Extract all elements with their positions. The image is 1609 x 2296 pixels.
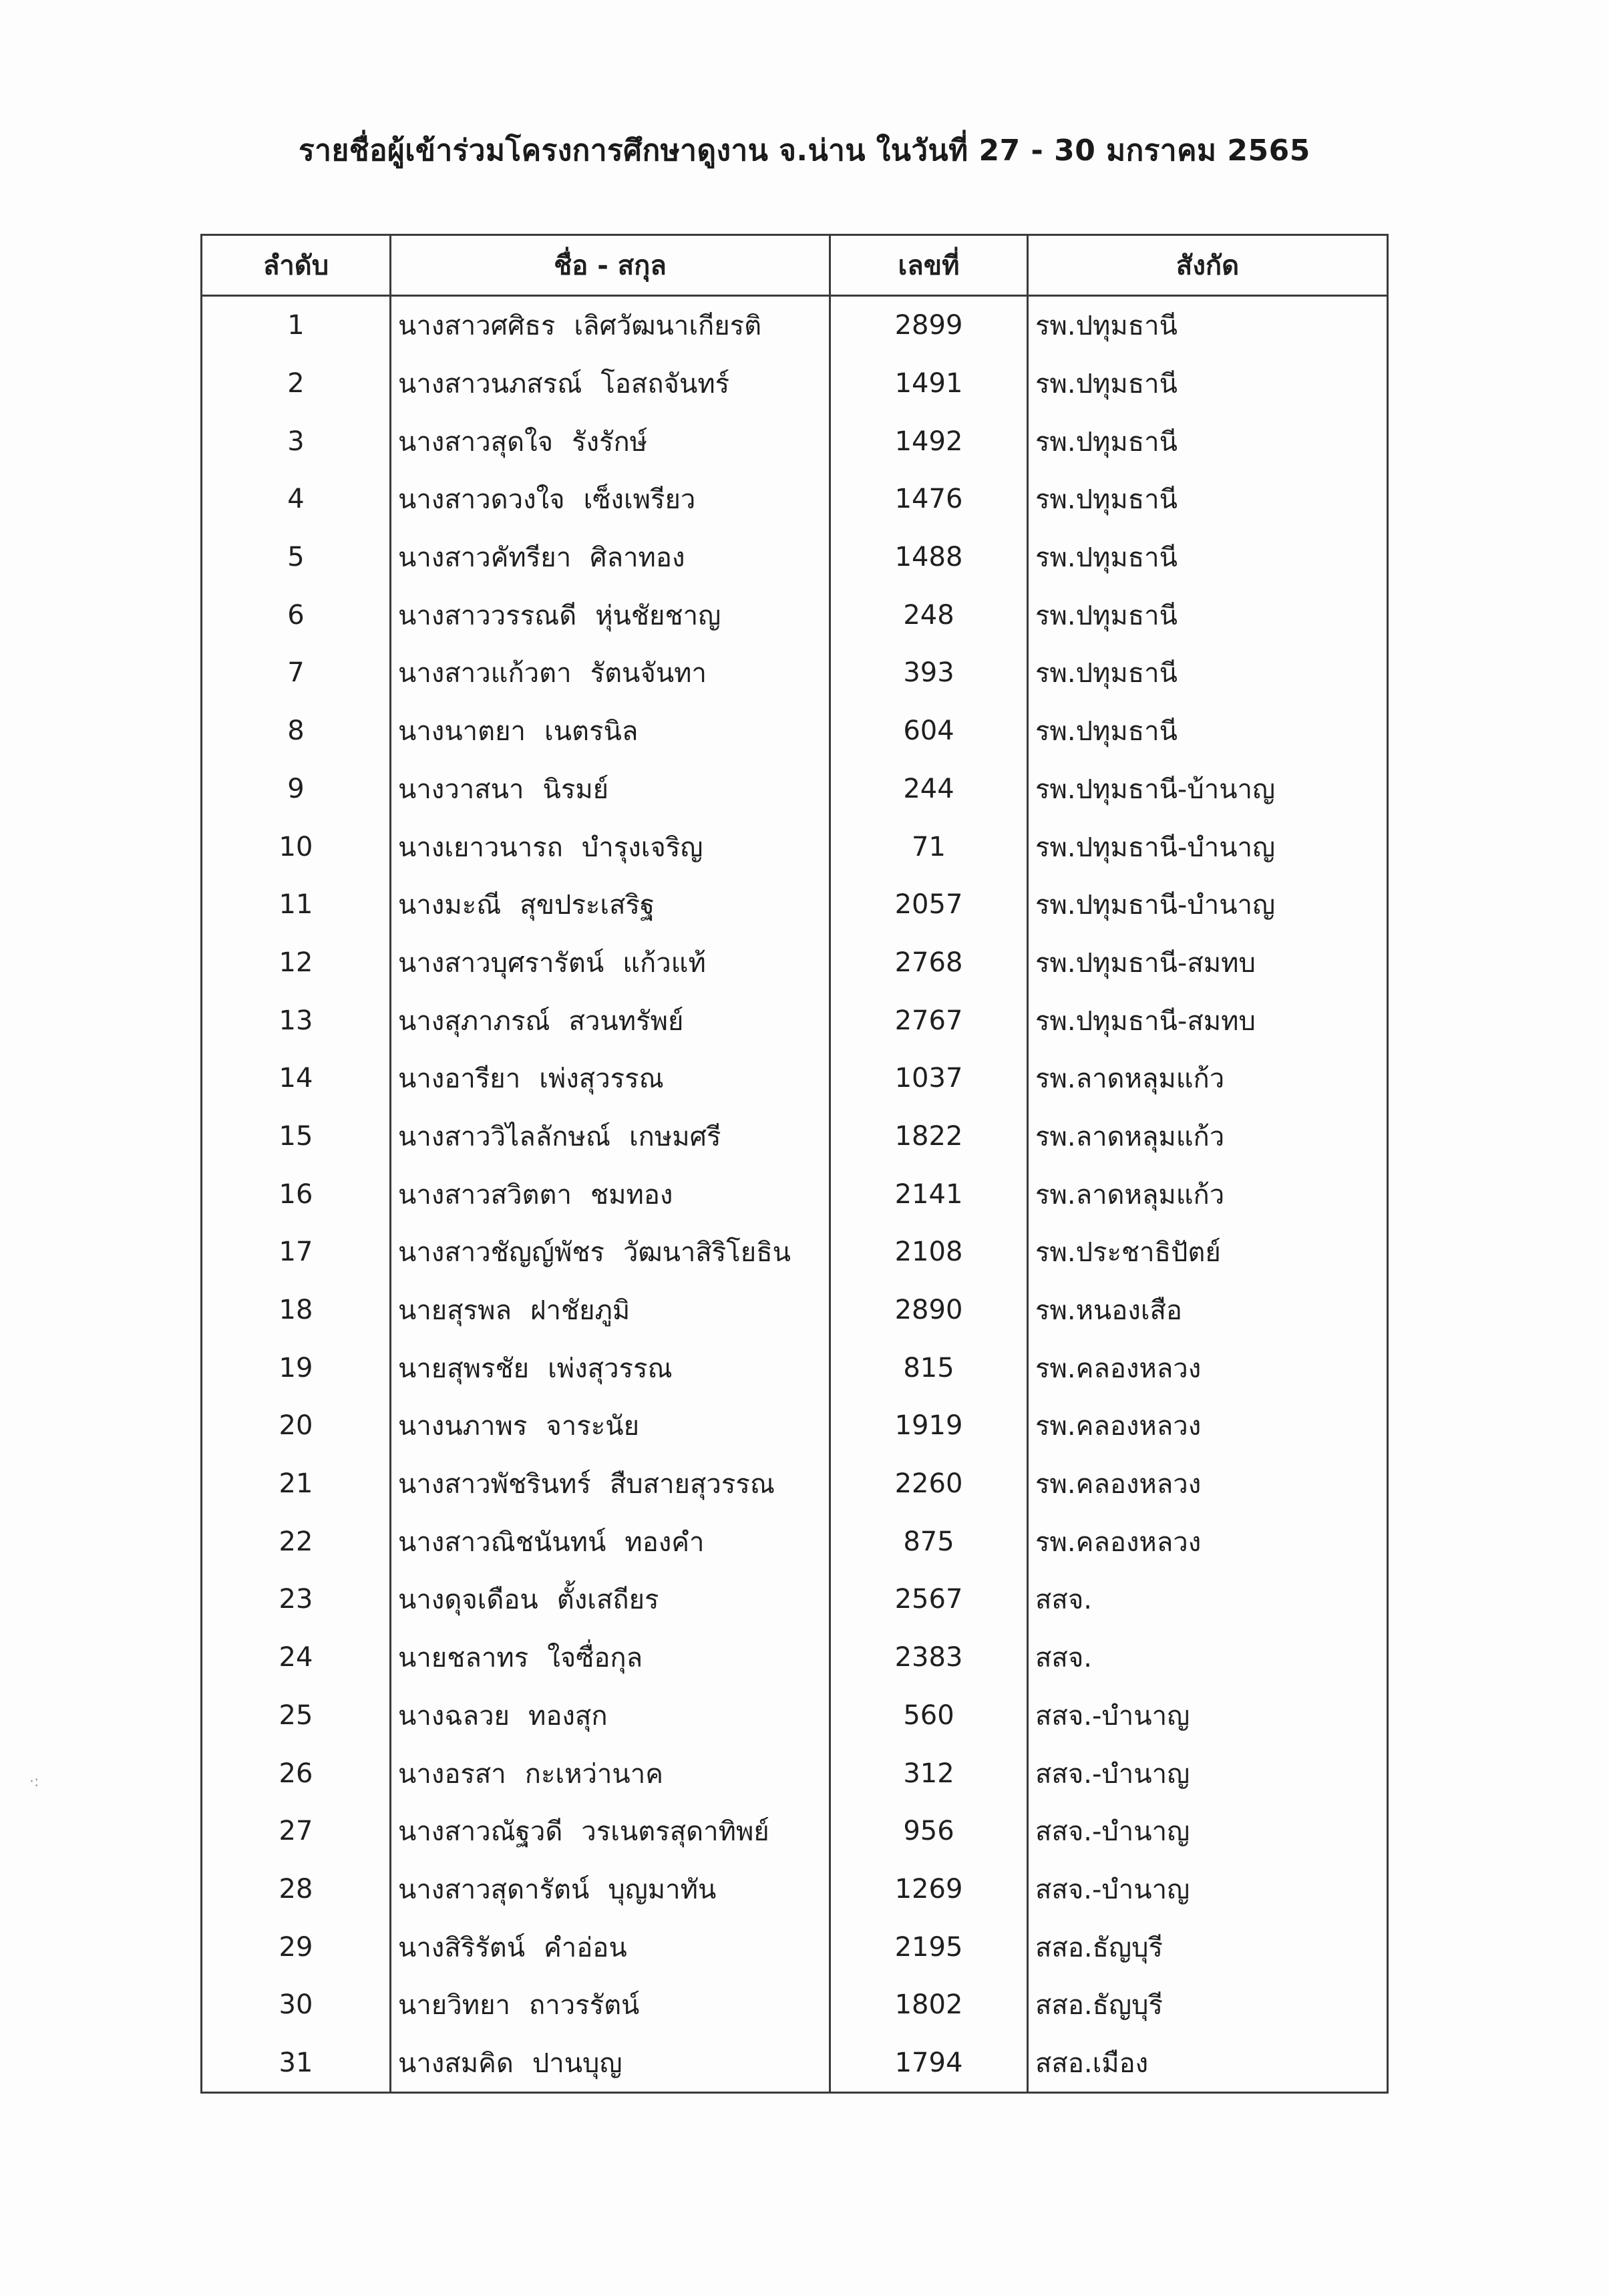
first-name: นางสาวนภสรณ์ [398,369,582,400]
first-name: นางนาตยา [398,716,526,748]
first-name: นางดุจเดือน [398,1585,538,1616]
first-name: นางสาวบุศรารัตน์ [398,947,604,979]
affiliation: รพ.ปทุมธานี [1028,702,1388,760]
affiliation: รพ.ประชาธิปัตย์ [1028,1223,1388,1281]
last-name: เนตรนิล [544,716,639,748]
row-number: 25 [202,1687,391,1745]
person-name [391,1108,830,1166]
row-number: 1 [202,296,391,355]
table-row [202,528,1388,587]
first-name: นายชลาทร [398,1643,529,1674]
row-number: 3 [202,412,391,470]
row-number: 17 [202,1223,391,1281]
person-name [391,355,830,413]
person-name [391,1512,830,1571]
last-name: ชมทอง [590,1179,673,1210]
table-row [202,934,1388,992]
first-name: นางสาวชัญญ์พัชร [398,1237,604,1269]
person-name [391,2034,830,2093]
last-name: ทองคำ [624,1526,705,1558]
first-name: นางสาวสุดารัตน์ [398,1874,590,1905]
row-number: 12 [202,934,391,992]
first-name: นางสาวศศิธร [398,311,556,342]
row-number: 18 [202,1281,391,1339]
member-id: 1822 [830,1108,1028,1166]
person-name [391,991,830,1049]
person-name [391,1976,830,2034]
last-name: เกษมศรี [629,1121,721,1152]
member-id: 1492 [830,412,1028,470]
affiliation: รพ.ปทุมธานี [1028,586,1388,644]
row-number: 13 [202,991,391,1049]
table-row [202,818,1388,876]
table-row [202,586,1388,644]
table-row [202,1339,1388,1397]
first-name: นางอารียา [398,1063,521,1095]
first-name: นายสุรพล [398,1295,512,1327]
first-name: นางวาสนา [398,774,524,805]
affiliation: รพ.หนองเสือ [1028,1281,1388,1339]
first-name: นางสาววรรณดี [398,600,577,631]
member-id: 560 [830,1687,1028,1745]
member-id: 2057 [830,876,1028,934]
row-number: 29 [202,1918,391,1976]
person-name [391,1802,830,1860]
last-name: เซ็งเพรียว [583,484,696,516]
affiliation: สสจ.-บำนาญ [1028,1802,1388,1860]
table-body [202,296,1388,2093]
member-id: 2141 [830,1165,1028,1223]
row-number: 7 [202,644,391,702]
table-row [202,1455,1388,1513]
person-name [391,1918,830,1976]
header-no: ลำดับ [202,235,391,296]
document-title: รายชื่อผู้เข้าร่วมโครงการศึกษาดูงาน จ.น่าน ในวันที่ 27 - 30 มกราคม 2565 [299,134,1310,168]
row-number: 23 [202,1571,391,1629]
table-row [202,412,1388,470]
last-name: เลิศวัฒนาเกียรติ [574,311,762,342]
first-name: นางสาวสวิตตา [398,1179,572,1210]
first-name: นางสิริรัตน์ [398,1932,526,1963]
row-number: 2 [202,355,391,413]
member-id: 2768 [830,934,1028,992]
person-name [391,470,830,528]
row-number: 20 [202,1397,391,1455]
table-row [202,1397,1388,1455]
table-row [202,1281,1388,1339]
member-id: 1476 [830,470,1028,528]
person-name [391,1281,830,1339]
last-name: วรเนตรสุดาทิพย์ [581,1816,769,1848]
row-number: 11 [202,876,391,934]
first-name: นางฉลวย [398,1700,510,1732]
affiliation: รพ.ปทุมธานี-บ้านาญ [1028,760,1388,818]
first-name: นางเยาวนารถ [398,832,563,863]
row-number: 26 [202,1744,391,1802]
first-name: นางสาวณิชนันทน์ [398,1526,606,1558]
first-name: นางสาวพัชรินทร์ [398,1469,591,1500]
row-number: 21 [202,1455,391,1513]
table-row [202,355,1388,413]
affiliation: รพ.ลาดหลุมแก้ว [1028,1108,1388,1166]
member-id: 2890 [830,1281,1028,1339]
affiliation: รพ.ปทุมธานี [1028,644,1388,702]
row-number: 6 [202,586,391,644]
affiliation: รพ.คลองหลวง [1028,1397,1388,1455]
member-id: 1794 [830,2034,1028,2093]
table-row [202,644,1388,702]
member-id: 604 [830,702,1028,760]
member-id: 875 [830,1512,1028,1571]
last-name: สวนทรัพย์ [568,1005,684,1037]
person-name [391,1397,830,1455]
last-name: สืบสายสุวรรณ [609,1469,775,1500]
last-name: ทองสุก [528,1700,608,1732]
member-id: 815 [830,1339,1028,1397]
row-number: 14 [202,1049,391,1108]
last-name: ฝาชัยภูมิ [530,1295,631,1327]
person-name [391,818,830,876]
last-name: เพ่งสุวรรณ [548,1353,673,1384]
affiliation: รพ.ปทุมธานี-บำนาญ [1028,818,1388,876]
person-name [391,1629,830,1687]
person-name [391,296,830,355]
row-number: 24 [202,1629,391,1687]
member-id: 2383 [830,1629,1028,1687]
person-name [391,644,830,702]
affiliation: รพ.ปทุมธานี [1028,470,1388,528]
member-id: 312 [830,1744,1028,1802]
person-name [391,1165,830,1223]
person-name [391,934,830,992]
header-name: ชื่อ - สกุล [391,235,830,296]
affiliation: รพ.ลาดหลุมแก้ว [1028,1165,1388,1223]
table-row [202,1571,1388,1629]
last-name: หุ่นชัยชาญ [595,600,721,631]
person-name [391,1049,830,1108]
row-number: 8 [202,702,391,760]
member-id: 1037 [830,1049,1028,1108]
last-name: บุญมาทัน [608,1874,717,1905]
member-id: 71 [830,818,1028,876]
member-id: 393 [830,644,1028,702]
last-name: โอสถจันทร์ [600,369,730,400]
member-id: 248 [830,586,1028,644]
affiliation: สสจ.-บำนาญ [1028,1860,1388,1919]
table-row [202,876,1388,934]
affiliation: รพ.ปทุมธานี-บำนาญ [1028,876,1388,934]
member-id: 1491 [830,355,1028,413]
row-number: 5 [202,528,391,587]
person-name [391,1687,830,1745]
table-row [202,1165,1388,1223]
table-row [202,1918,1388,1976]
row-number: 28 [202,1860,391,1919]
row-number: 10 [202,818,391,876]
affiliation: สสจ. [1028,1571,1388,1629]
table-row [202,1860,1388,1919]
first-name: นายสุพรชัย [398,1353,530,1384]
table-row [202,702,1388,760]
table-row [202,1744,1388,1802]
affiliation: รพ.ปทุมธานี [1028,296,1388,355]
last-name: ถาวรรัตน์ [528,1990,640,2021]
last-name: เพ่งสุวรรณ [539,1063,664,1095]
last-name: แก้วแท้ [622,947,706,979]
affiliation: สสอ.ธัญบุรี [1028,1918,1388,1976]
last-name: กะเหว่านาค [524,1758,663,1790]
member-id: 1919 [830,1397,1028,1455]
member-id: 2567 [830,1571,1028,1629]
table-row [202,470,1388,528]
first-name: นางสาวดวงใจ [398,484,565,516]
header-id: เลขที่ [830,235,1028,296]
person-name [391,1571,830,1629]
person-name [391,586,830,644]
first-name: นางสาวแก้วตา [398,658,572,689]
table-row [202,1512,1388,1571]
last-name: วัฒนาสิริโยธิน [622,1237,791,1269]
affiliation: รพ.ปทุมธานี-สมทบ [1028,934,1388,992]
person-name [391,1860,830,1919]
last-name: รังรักษ์ [572,426,648,458]
person-name [391,412,830,470]
affiliation: รพ.ลาดหลุมแก้ว [1028,1049,1388,1108]
member-id: 1269 [830,1860,1028,1919]
first-name: นางสาวสุดใจ [398,426,554,458]
first-name: นางสมคิด [398,2047,514,2079]
person-name [391,1455,830,1513]
member-id: 2767 [830,991,1028,1049]
table-row [202,1687,1388,1745]
affiliation: รพ.ปทุมธานี [1028,528,1388,587]
first-name: นางสาวคัทรียา [398,542,572,574]
person-name [391,528,830,587]
table-row [202,991,1388,1049]
person-name [391,1744,830,1802]
affiliation: สสอ.ธัญบุรี [1028,1976,1388,2034]
affiliation: รพ.คลองหลวง [1028,1455,1388,1513]
affiliation: รพ.ปทุมธานี [1028,355,1388,413]
row-number: 31 [202,2034,391,2093]
last-name: ตั้งเสถียร [556,1585,659,1616]
first-name: นางนภาพร [398,1411,528,1442]
member-id: 956 [830,1802,1028,1860]
table-row [202,1049,1388,1108]
member-id: 244 [830,760,1028,818]
first-name: นางสุภาภรณ์ [398,1005,550,1037]
last-name: คำอ่อน [544,1932,627,1963]
affiliation: รพ.ปทุมธานี [1028,412,1388,470]
person-name [391,760,830,818]
table-row [202,1108,1388,1166]
member-id: 2260 [830,1455,1028,1513]
last-name: บำรุงเจริญ [581,832,703,863]
last-name: นิรมย์ [542,774,609,805]
member-id: 2195 [830,1918,1028,1976]
person-name [391,1223,830,1281]
scan-speck: ·: [29,1774,39,1790]
affiliation: สสจ.-บำนาญ [1028,1744,1388,1802]
table-row [202,760,1388,818]
row-number: 16 [202,1165,391,1223]
table-row [202,1629,1388,1687]
participant-table [200,234,1389,2094]
table-row [202,1223,1388,1281]
affiliation: สสจ. [1028,1629,1388,1687]
last-name: สุขประเสริฐ [520,890,655,921]
member-id: 1488 [830,528,1028,587]
person-name [391,702,830,760]
member-id: 2108 [830,1223,1028,1281]
row-number: 4 [202,470,391,528]
member-id: 2899 [830,296,1028,355]
last-name: จาระนัย [546,1411,640,1442]
first-name: นางสาววิไลลักษณ์ [398,1121,610,1152]
last-name: ปานบุญ [532,2047,622,2079]
row-number: 9 [202,760,391,818]
row-number: 19 [202,1339,391,1397]
table-row [202,296,1388,355]
table-header-row [202,235,1388,296]
last-name: ใจซื่อกุล [547,1643,643,1674]
row-number: 15 [202,1108,391,1166]
affiliation: รพ.คลองหลวง [1028,1339,1388,1397]
last-name: รัตนจันทา [590,658,707,689]
member-id: 1802 [830,1976,1028,2034]
affiliation: รพ.คลองหลวง [1028,1512,1388,1571]
row-number: 30 [202,1976,391,2034]
table-row [202,1976,1388,2034]
affiliation: รพ.ปทุมธานี-สมทบ [1028,991,1388,1049]
row-number: 22 [202,1512,391,1571]
header-org: สังกัด [1028,235,1388,296]
table-row [202,2034,1388,2093]
row-number: 27 [202,1802,391,1860]
affiliation: สสอ.เมือง [1028,2034,1388,2093]
first-name: นายวิทยา [398,1990,510,2021]
first-name: นางมะณี [398,890,502,921]
first-name: นางสาวณัฐวดี [398,1816,563,1848]
affiliation: สสจ.-บำนาญ [1028,1687,1388,1745]
table-row [202,1802,1388,1860]
last-name: ศิลาทอง [590,542,685,574]
person-name [391,876,830,934]
first-name: นางอรสา [398,1758,506,1790]
person-name [391,1339,830,1397]
